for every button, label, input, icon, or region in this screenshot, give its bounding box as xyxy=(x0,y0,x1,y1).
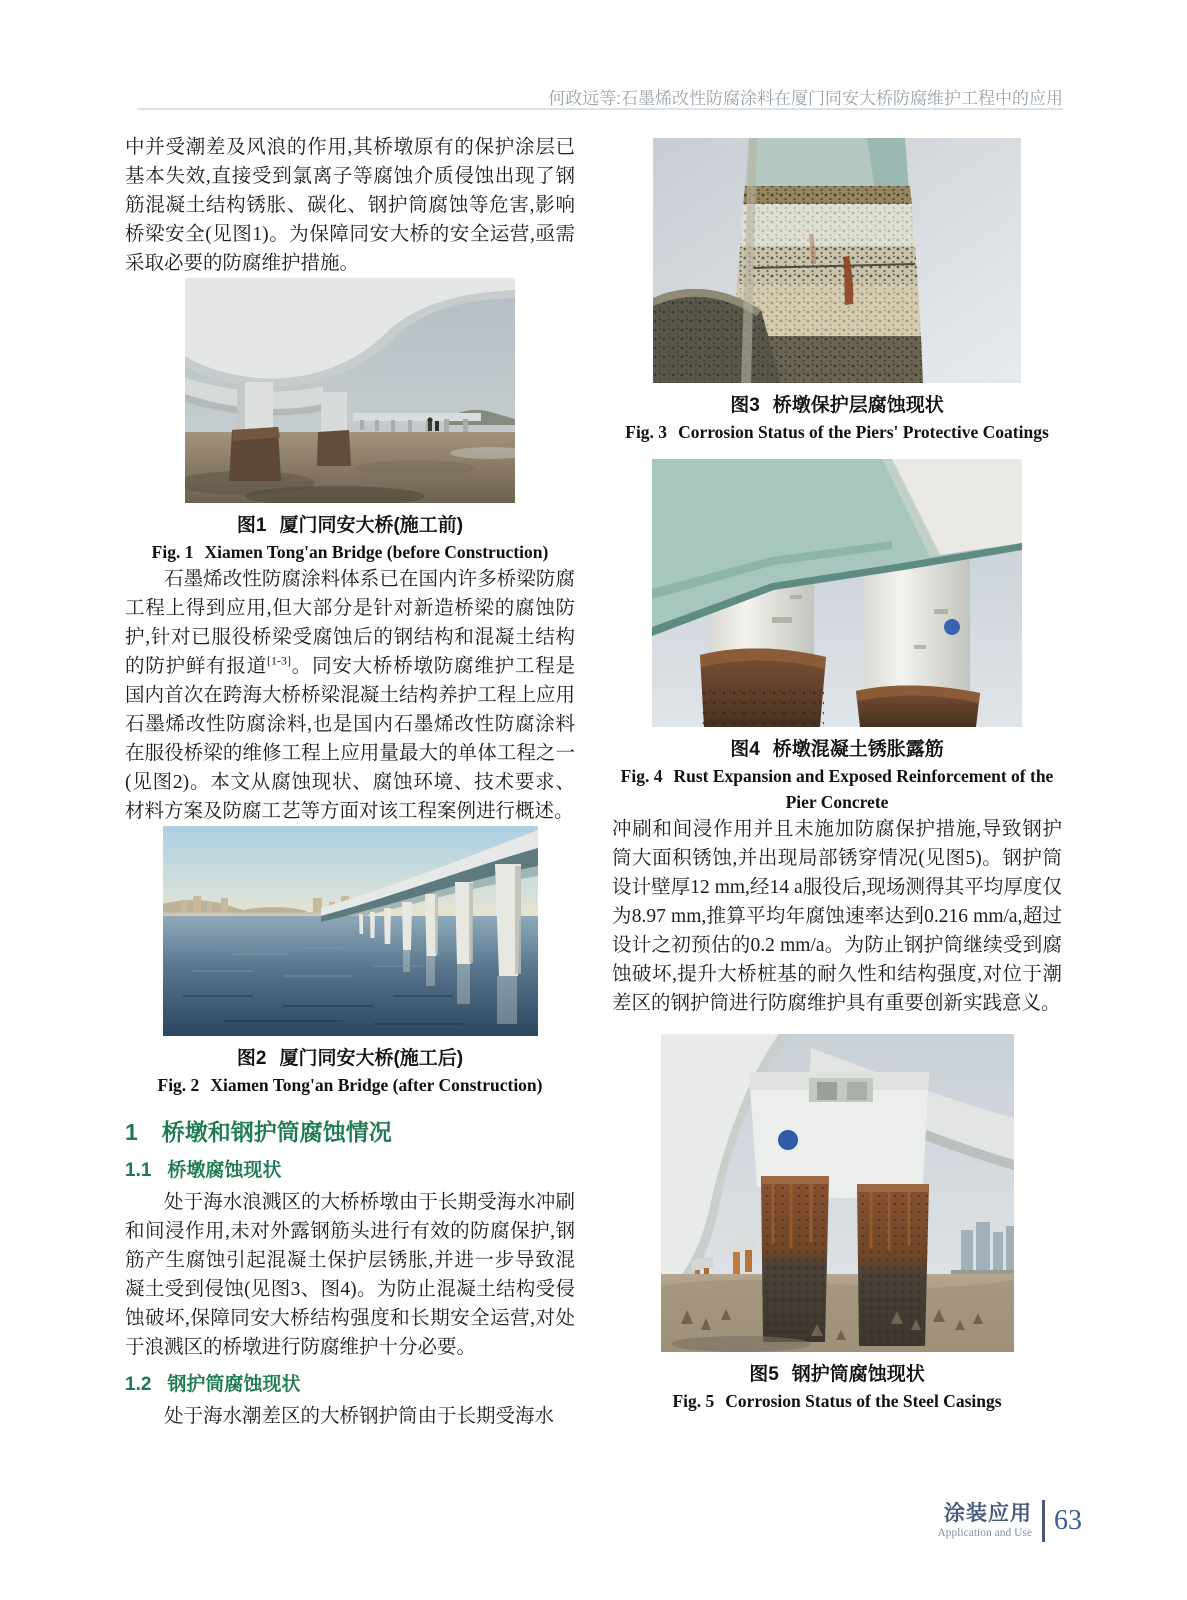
figure-4 xyxy=(612,459,1062,815)
figure-5 xyxy=(612,1034,1062,1414)
paragraph-runover: 处于海水潮差区的大桥钢护筒由于长期受海水 xyxy=(164,1406,555,1427)
figure-2-label-en: Fig. 2 xyxy=(157,1075,200,1095)
figure-4-label-en: Fig. 4 xyxy=(620,766,663,786)
section-1-1-title: 桥墩腐蚀现状 xyxy=(167,1160,282,1181)
paragraph-continuation: 中并受潮差及风浪的作用,其桥墩原有的保护涂层已基本失效,直接受到氯离子等腐蚀介质侵蚀出现了钢筋混凝土结构锈胀、碳化、钢护筒腐蚀等危害,影响桥梁安全(见图1)。为保障同安大桥的安全运营,亟需采取必要的防腐维护措施。 xyxy=(125,137,575,274)
figure-2 xyxy=(125,826,575,1098)
figure-1-label-cn: 图1 xyxy=(236,515,267,536)
figure-1 xyxy=(125,278,575,565)
figure-2-caption-cn xyxy=(125,1046,575,1072)
figure-3 xyxy=(612,138,1062,445)
figure-3-title-cn: 桥墩保护层腐蚀现状 xyxy=(772,395,944,416)
running-title: 何政远等:石墨烯改性防腐涂料在厦门同安大桥防腐维护工程中的应用 xyxy=(548,89,1063,108)
section-1-title: 桥墩和钢护筒腐蚀情况 xyxy=(161,1119,392,1145)
page-footer xyxy=(937,1500,1082,1542)
header-rule xyxy=(137,108,1063,110)
figure2-photo-bridge-over-water xyxy=(163,826,538,1036)
figure-5-label-cn: 图5 xyxy=(749,1364,779,1385)
footer-section-cn: 涂装应用 xyxy=(944,1502,1032,1525)
figure-5-title-en: Corrosion Status of the Steel Casings xyxy=(725,1391,1002,1411)
figure-3-caption xyxy=(612,393,1062,445)
figure-4-label-cn: 图4 xyxy=(730,739,760,760)
figure-1-caption-cn xyxy=(125,513,575,539)
figure-3-caption-cn xyxy=(612,393,1062,419)
figure-1-label-en: Fig. 1 xyxy=(151,542,194,562)
text-run: 石墨烯改性防腐涂料体系已在国内许多桥梁防腐工程上得到应用,但大部分是针对新造桥梁的腐蚀防护,针对已服役桥梁受腐蚀后的钢结构和混凝土结构的防护鲜有报道 xyxy=(125,569,575,677)
footer-section-en: Application and Use xyxy=(937,1527,1032,1539)
left-column xyxy=(125,133,575,1431)
figure-5-caption-cn xyxy=(612,1362,1062,1388)
right-column xyxy=(612,138,1062,1414)
figure-1-caption xyxy=(125,513,575,565)
figure-2-caption xyxy=(125,1046,575,1098)
paragraph xyxy=(125,565,575,826)
section-1-2-heading xyxy=(125,1372,575,1398)
figure4-photo-rusted-pier-bases xyxy=(652,459,1022,727)
citation-reference: [1-3] xyxy=(267,653,291,668)
section-1-2-title: 钢护筒腐蚀现状 xyxy=(167,1374,301,1395)
page-number: 63 xyxy=(1054,1505,1082,1536)
figure-3-title-en: Corrosion Status of the Piers' Protective Coatings xyxy=(678,422,1049,442)
section-1-1-number: 1.1 xyxy=(125,1160,152,1181)
paragraph: 处于海水浪溅区的大桥桥墩由于长期受海水冲刷和间浸作用,未对外露钢筋头进行有效的防腐保护,钢筋产生腐蚀引起混凝土保护层锈胀,并进一步导致混凝土受到侵蚀(见图3、图4)。为防止混凝土结构受侵蚀破坏,保障同安大桥结构强度和长期安全运营,对处于浪溅区的桥墩进行防腐维护十分必要。 xyxy=(125,1192,575,1358)
figure-3-label-en: Fig. 3 xyxy=(625,422,668,442)
section-1-2-number: 1.2 xyxy=(125,1374,152,1395)
figure-1-title-cn: 厦门同安大桥(施工前) xyxy=(279,515,464,536)
figure-2-title-cn: 厦门同安大桥(施工后) xyxy=(279,1048,464,1069)
section-1-heading xyxy=(125,1116,575,1148)
figure-2-title-en: Xiamen Tong'an Bridge (after Construction) xyxy=(210,1075,543,1095)
section-1-1-heading xyxy=(125,1158,575,1184)
figure-4-caption-en xyxy=(612,763,1062,815)
figure5-photo-steel-casings xyxy=(661,1034,1014,1352)
figure-5-caption-en xyxy=(612,1388,1062,1414)
figure-5-label-en: Fig. 5 xyxy=(672,1391,715,1411)
figure-1-caption-en xyxy=(125,539,575,565)
figure-2-label-cn: 图2 xyxy=(236,1048,267,1069)
figure-2-caption-en xyxy=(125,1072,575,1098)
footer-divider xyxy=(1042,1500,1045,1542)
paragraph: 冲刷和间浸作用并且未施加防腐保护措施,导致钢护筒大面积锈蚀,并出现局部锈穿情况(见图5)。钢护筒设计壁厚12 mm,经14 a服役后,现场测得其平均厚度仅为8.97 mm,推算平均年腐蚀速率达到0.216 mm/a,超过设计之初预估的0.2 mm/a。为防止钢护筒继续受到腐蚀破坏,提升大桥桩基的耐久性和结构强度,对位于潮差区的钢护筒进行防腐维护具有重要创新实践意义。 xyxy=(612,819,1062,1014)
text-run: 。同安大桥桥墩防腐维护工程是国内首次在跨海大桥桥梁混凝土结构养护工程上应用石墨烯改性防腐涂料,也是国内石墨烯改性防腐涂料在服役桥梁的维修工程上应用量最大的单体工程之一(见图2)。本文从腐蚀现状、腐蚀环境、技术要求、材料方案及防腐工艺等方面对该工程案例进行概述。 xyxy=(125,656,575,822)
figure-5-title-cn: 钢护筒腐蚀现状 xyxy=(791,1364,925,1385)
figure-4-caption xyxy=(612,737,1062,815)
figure-3-label-cn: 图3 xyxy=(730,395,760,416)
figure-4-caption-cn xyxy=(612,737,1062,763)
figure-5-caption xyxy=(612,1362,1062,1414)
figure-1-title-en: Xiamen Tong'an Bridge (before Construction) xyxy=(204,542,549,562)
figure1-photo-bridge-underside xyxy=(185,278,515,503)
section-1-number: 1 xyxy=(125,1119,138,1145)
figure-3-caption-en xyxy=(612,419,1062,445)
figure-4-title-cn: 桥墩混凝土锈胀露筋 xyxy=(772,739,944,760)
figure-4-title-en: Rust Expansion and Exposed Reinforcement of the Pier Concrete xyxy=(673,766,1054,812)
footer-section-labels xyxy=(937,1502,1032,1540)
figure3-photo-pier-coating xyxy=(653,138,1021,383)
